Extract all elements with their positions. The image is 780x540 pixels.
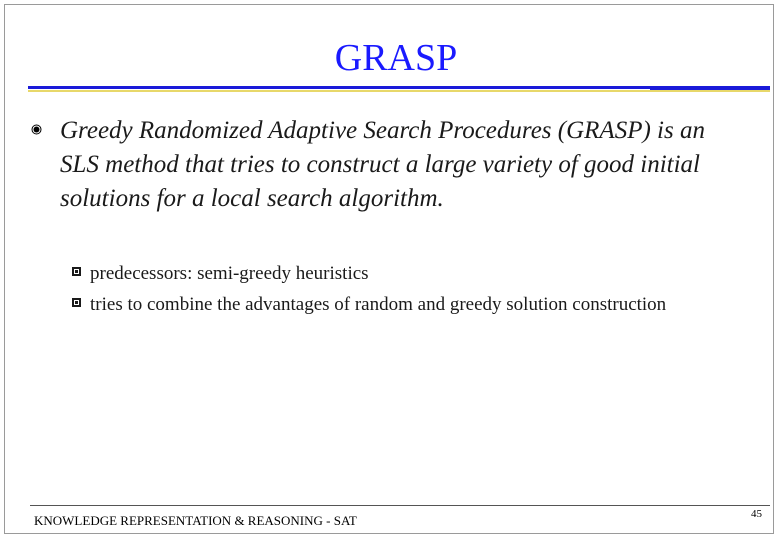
sub-bullet-text: tries to combine the advantages of random and greedy solution construction — [90, 294, 667, 315]
page-number: 45 — [751, 508, 762, 520]
title-underline-yellow — [28, 90, 770, 92]
main-bullet-text: Greedy Randomized Adaptive Search Procedures (GRASP) is an SLS method that tries to construct a large variety of good initial solutions for a local search algorithm. — [60, 117, 705, 212]
square-bullet-icon — [72, 267, 81, 276]
footer-divider — [30, 505, 770, 506]
square-bullet-icon — [72, 298, 81, 307]
filled-circle-bullet-icon — [31, 124, 42, 135]
sub-bullet-list — [70, 260, 710, 322]
sub-bullet-item — [70, 260, 710, 287]
sub-bullet-item — [70, 291, 710, 318]
footer-text: KNOWLEDGE REPRESENTATION & REASONING - SAT — [34, 513, 357, 528]
slide-title: GRASP — [334, 37, 458, 79]
sub-bullet-text: predecessors: semi-greedy heuristics — [90, 263, 369, 284]
